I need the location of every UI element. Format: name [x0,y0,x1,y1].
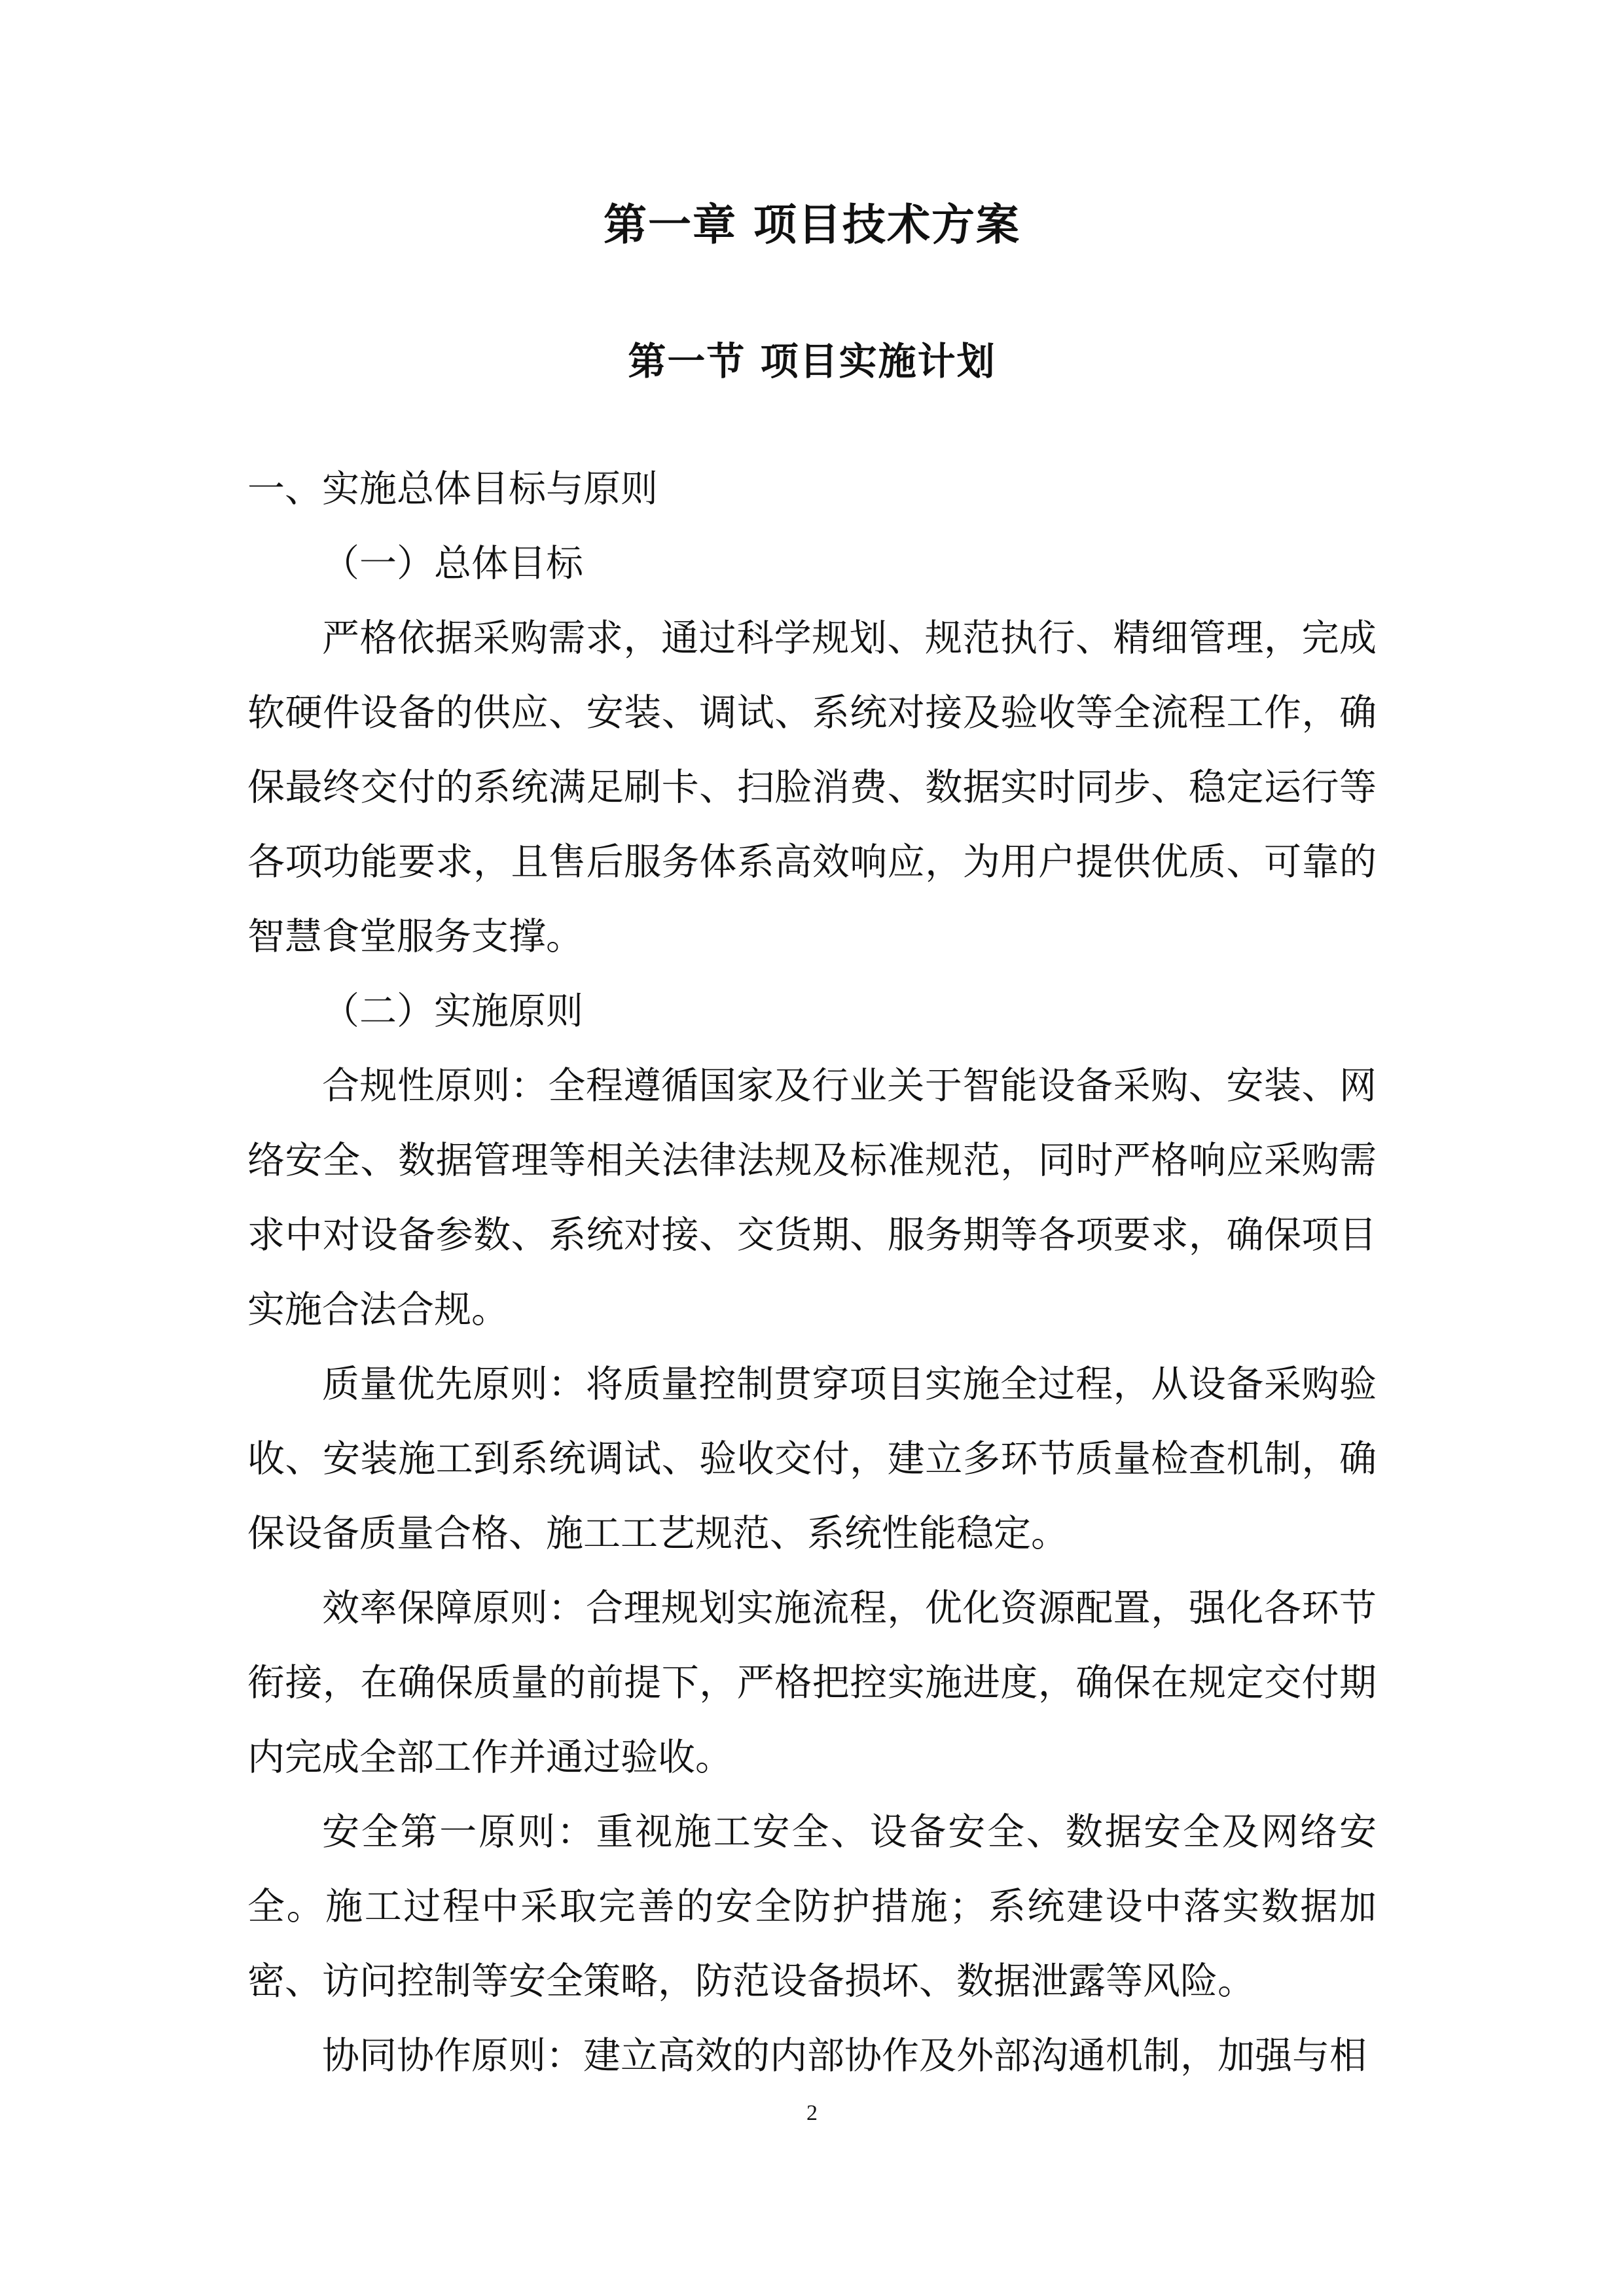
document-body [247,452,1377,2093]
section-title: 第一节 项目实施计划 [628,339,996,384]
heading-implementation-goals-principles: 一、实施总体目标与原则 [247,467,658,511]
paragraph-efficiency-principle: 效率保障原则：合理规划实施流程，优化资源配置，强化各环节衔接，在确保质量的前提下，严格把控实施进度，确保在规定交付期内完成全部工作并通过验收。 [247,1587,1377,1779]
paragraph-safety-principle: 安全第一原则：重视施工安全、设备安全、数据安全及网络安全。施工过程中采取完善的安全防护措施；系统建设中落实数据加密、访问控制等安全策略，防范设备损坏、数据泄露等风险。 [247,1810,1377,2003]
paragraph-compliance-principle: 合规性原则：全程遵循国家及行业关于智能设备采购、安装、网络安全、数据管理等相关法律法规及标准规范，同时严格响应采购需求中对设备参数、系统对接、交货期、服务期等各项要求，确保项目实施合法合规。 [247,1064,1377,1331]
paragraph-collaboration-principle: 协同协作原则：建立高效的内部协作及外部沟通机制，加强与相 [322,2034,1367,2077]
subheading-implementation-principles: （二）实施原则 [322,990,583,1033]
subheading-overall-goal: （一）总体目标 [322,542,583,585]
page-number: 2 [806,2101,818,2125]
paragraph-overall-goal: 严格依据采购需求，通过科学规划、规范执行、精细管理，完成软硬件设备的供应、安装、调试、系统对接及验收等全流程工作，确保最终交付的系统满足刷卡、扫脸消费、数据实时同步、稳定运行等各项功能要求，且售后服务体系高效响应，为用户提供优质、可靠的智慧食堂服务支撑。 [247,617,1377,958]
chapter-title: 第一章 项目技术方案 [604,199,1020,250]
paragraph-quality-principle: 质量优先原则：将质量控制贯穿项目实施全过程，从设备采购验收、安装施工到系统调试、验收交付，建立多环节质量检查机制，确保设备质量合格、施工工艺规范、系统性能稳定。 [247,1363,1377,1555]
